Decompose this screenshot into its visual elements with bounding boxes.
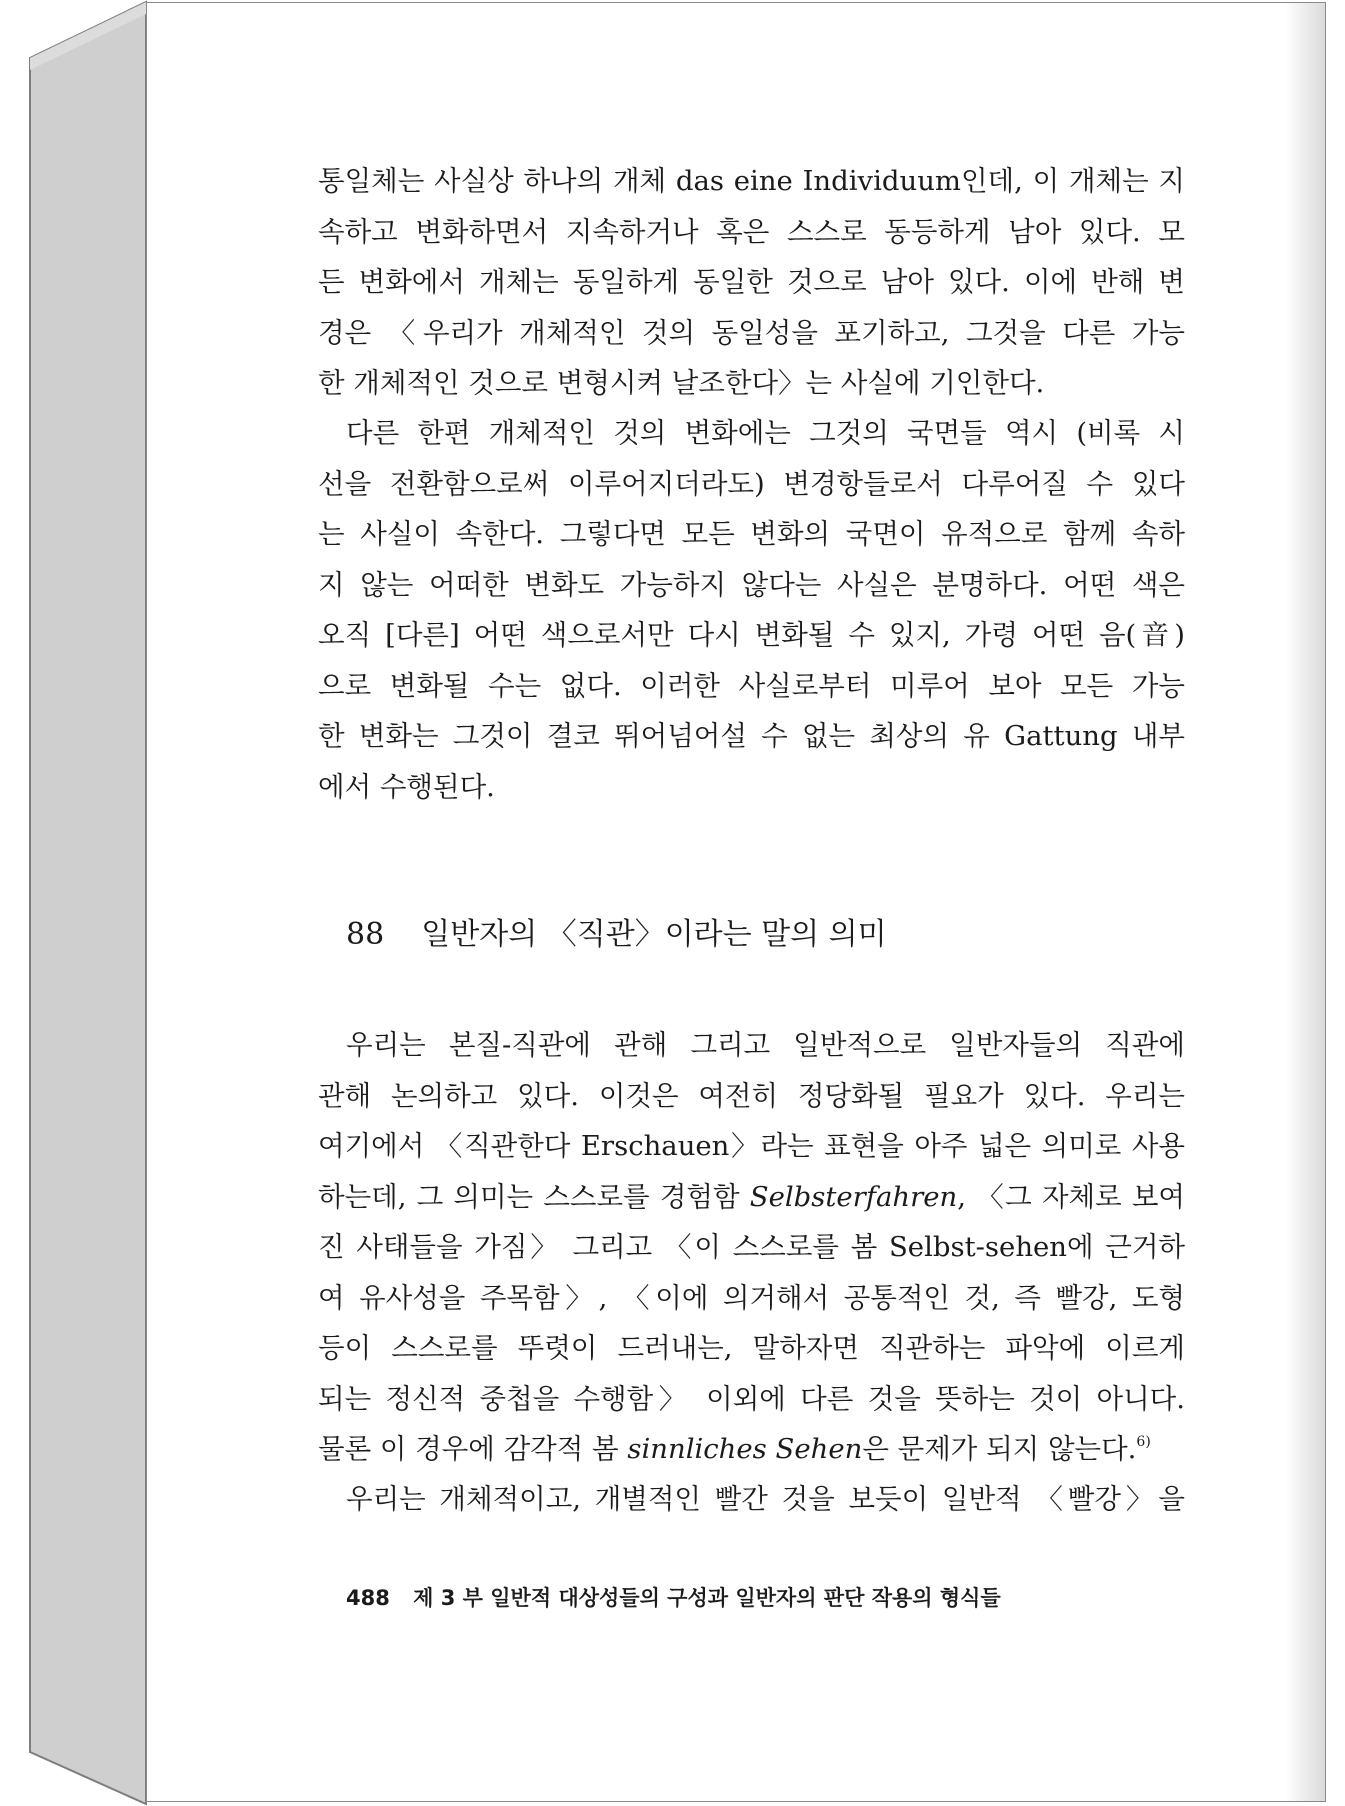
italic-term: sinnliches Sehen — [627, 1433, 863, 1465]
text-line: 한 변화는 그것이 결코 뛰어넘어설 수 없는 최상의 유 Gattung 내부 — [318, 720, 1185, 752]
text-line: 여기에서 〈직관한다 Erschauen〉라는 표현을 아주 넓은 의미로 사용 — [318, 1130, 1185, 1162]
section-heading — [346, 915, 887, 955]
text-line: 한 개체적인 것으로 변형시켜 날조한다〉는 사실에 기인한다. — [318, 367, 1045, 399]
text-line: 지 않는 어떠한 변화도 가능하지 않다는 사실은 분명하다. 어떤 색은 — [318, 568, 1185, 601]
text-line: 진 사태들을 가짐〉 그리고 〈이 스스로를 봄 Selbst-sehen에 근거하 — [318, 1231, 1185, 1263]
text-line: 통일체는 사실상 하나의 개체 das eine Individuum인데, 이 개체는 지 — [318, 165, 1185, 197]
text-line: 되는 정신적 중첩을 수행함〉 이외에 다른 것을 뜻하는 것이 아니다. — [318, 1382, 1185, 1415]
text-line: 으로 변화될 수는 없다. 이러한 사실로부터 미루어 보아 모든 가능 — [318, 669, 1185, 702]
paragraph-2 — [318, 408, 1185, 812]
text-line: 경은 〈우리가 개체적인 것의 동일성을 포기하고, 그것을 다른 가능 — [318, 316, 1185, 349]
section-number: 88 — [346, 917, 385, 952]
page-edge-shading — [1285, 3, 1325, 1801]
text-segment: 하는데, 그 의미는 스스로를 경험함 — [318, 1180, 750, 1213]
section-title: 일반자의 〈직관〉이라는 말의 의미 — [421, 917, 887, 952]
text-line: 등이 스스로를 뚜렷이 드러내는, 말하자면 직관하는 파악에 이르게 — [318, 1332, 1185, 1364]
paragraph-4 — [318, 1474, 1185, 1525]
text-line — [318, 1172, 1185, 1223]
text-line: 선을 전환함으로써 이루어지더라도) 변경항들로서 다루어질 수 있다 — [318, 467, 1185, 500]
footnote-marker[interactable]: 6) — [1136, 1434, 1151, 1450]
text-line: 관해 논의하고 있다. 이것은 여전히 정당화될 필요가 있다. 우리는 — [318, 1079, 1185, 1112]
text-line: 여 유사성을 주목함〉, 〈이에 의거해서 공통적인 것, 즉 빨강, 도형 — [318, 1281, 1185, 1314]
page-footer — [346, 1582, 1001, 1612]
text-line: 우리는 본질-직관에 관해 그리고 일반적으로 일반자들의 직관에 — [346, 1029, 1185, 1061]
text-line: 다른 한편 개체적인 것의 변화에는 그것의 국면들 역시 (비록 시 — [346, 417, 1185, 449]
text-line: 오직 [다른] 어떤 색으로서만 다시 변화될 수 있지, 가령 어떤 음(音) — [318, 619, 1185, 651]
paragraph-3 — [318, 1020, 1185, 1475]
text-line — [318, 1424, 1185, 1475]
italic-term: Selbsterfahren — [749, 1180, 958, 1213]
page-number: 488 — [346, 1586, 390, 1610]
text-line: 는 사실이 속한다. 그렇다면 모든 변화의 국면이 유적으로 함께 속하 — [318, 518, 1185, 550]
text-line: 우리는 개체적이고, 개별적인 빨간 것을 보듯이 일반적 〈빨강〉을 — [346, 1483, 1185, 1515]
text-line: 에서 수행된다. — [318, 770, 495, 803]
text-line: 든 변화에서 개체는 동일하게 동일한 것으로 남아 있다. 이에 반해 변 — [318, 266, 1185, 298]
text-segment: , 〈그 자체로 보여 — [957, 1180, 1186, 1213]
paragraph-1 — [318, 156, 1185, 409]
running-head: 제 3 부 일반적 대상성들의 구성과 일반자의 판단 작용의 형식들 — [413, 1586, 1001, 1610]
text-line: 속하고 변화하면서 지속하거나 혹은 스스로 동등하게 남아 있다. 모 — [318, 215, 1185, 248]
text-segment: 은 문제가 되지 않는다. — [862, 1433, 1137, 1465]
text-segment: 물론 이 경우에 감각적 봄 — [318, 1433, 628, 1465]
